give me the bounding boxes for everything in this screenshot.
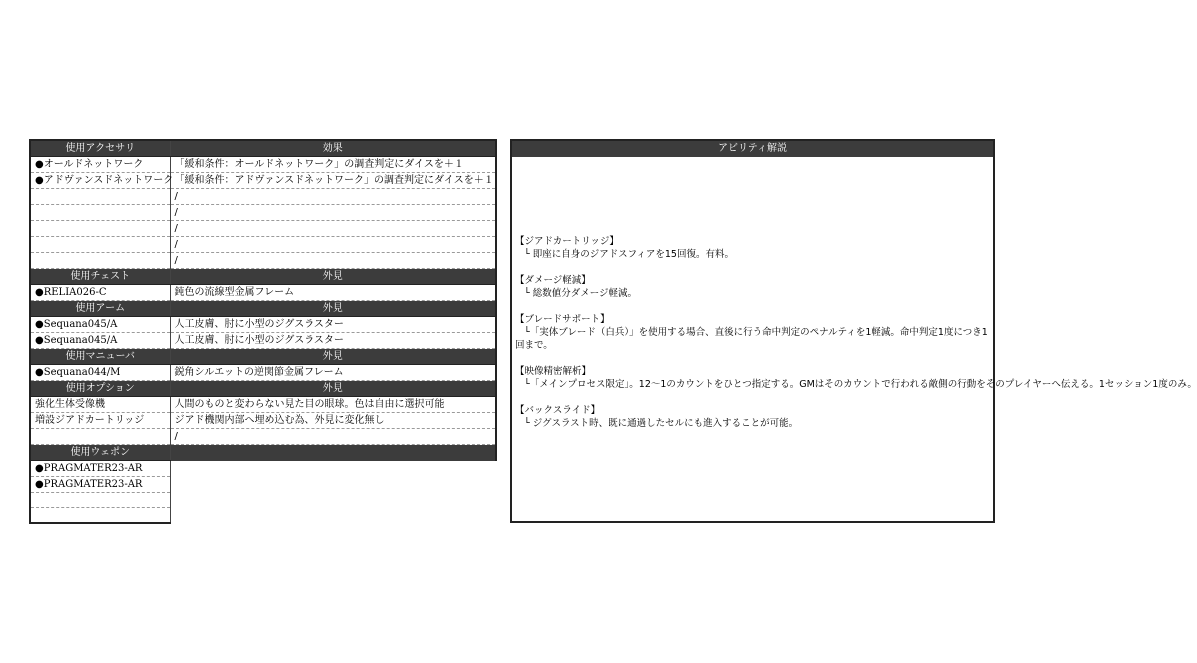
accessory-effect: 「緩和条件：アドヴァンスドネットワーク」の調査判定にダイスを＋１ — [170, 173, 496, 189]
ability-title: 【バックスライド】 — [515, 405, 601, 416]
accessory-effect: 「緩和条件：オールドネットワーク」の調査判定にダイスを＋１ — [170, 157, 496, 173]
accessory-effect: / — [170, 205, 496, 221]
option-appearance: 人間のものと変わらない見た目の眼球。色は自由に選択可能 — [170, 397, 496, 413]
accessory-name — [30, 253, 170, 269]
arm-header-row — [30, 301, 496, 317]
ability-title: 【ブレードサポート】 — [515, 314, 610, 325]
maneuver-name: ●Sequana044/M — [30, 365, 170, 381]
maneuver-header-label: 使用マニューバ — [30, 349, 170, 365]
table-row — [30, 429, 496, 445]
ability-item — [515, 404, 993, 430]
ability-title: 【ダメージ軽減】 — [515, 275, 591, 286]
equipment-table — [29, 139, 497, 524]
ability-description: └ 即座に自身のジアドスフィアを15回復。有料。 — [524, 249, 734, 260]
option-name: 強化生体受像機 — [30, 397, 170, 413]
accessory-name: ●アドヴァンスドネットワーク — [30, 173, 170, 189]
table-row — [30, 189, 496, 205]
chest-header-label: 使用チェスト — [30, 269, 170, 285]
option-appearance: ジアド機関内部へ埋め込む為、外見に変化無し — [170, 413, 496, 429]
accessory-name — [30, 189, 170, 205]
arm-appearance: 人工皮膚、肘に小型のジグスラスター — [170, 333, 496, 349]
table-row — [30, 285, 496, 301]
accessory-effect: / — [170, 189, 496, 205]
arm-name: ●Sequana045/A — [30, 333, 170, 349]
maneuver-header-row — [30, 349, 496, 365]
weapon-header-label: 使用ウェポン — [30, 445, 170, 461]
table-row — [30, 253, 496, 269]
ability-title: 【ジアドカートリッジ】 — [515, 236, 619, 247]
accessory-effect: / — [170, 221, 496, 237]
ability-description: └ 総数値分ダメージ軽減。 — [524, 288, 638, 299]
accessory-effect: / — [170, 237, 496, 253]
chest-name: ●RELIA026-C — [30, 285, 170, 301]
ability-item — [515, 365, 1197, 391]
table-row — [30, 317, 496, 333]
chest-header-row — [30, 269, 496, 285]
appearance-header-label: 外見 — [170, 301, 496, 317]
option-name: 増設ジアドカートリッジ — [30, 413, 170, 429]
weapon-name — [30, 493, 170, 508]
accessory-header-row — [30, 140, 496, 157]
table-row — [30, 205, 496, 221]
arm-header-label: 使用アーム — [30, 301, 170, 317]
ability-description: └「実体ブレード（白兵）」を使用する場合、直後に行う命中判定のペナルティを1軽減。命中判定1度につき1回まで。 — [515, 327, 988, 351]
arm-name: ●Sequana045/A — [30, 317, 170, 333]
appearance-header-label: 外見 — [170, 349, 496, 365]
table-row — [30, 221, 496, 237]
accessory-name — [30, 237, 170, 253]
arm-appearance: 人工皮膚、肘に小型のジグスラスター — [170, 317, 496, 333]
ability-description: └ ジグスラスト時、既に通過したセルにも進入することが可能。 — [524, 418, 799, 429]
ability-header: アビリティ解説 — [512, 141, 993, 157]
table-row — [30, 477, 496, 493]
ability-title: 【映像精密解析】 — [515, 366, 592, 377]
maneuver-appearance: 鋭角シルエットの逆関節金属フレーム — [170, 365, 496, 381]
option-header-label: 使用オプション — [30, 381, 170, 397]
table-row — [30, 237, 496, 253]
option-name — [30, 429, 170, 445]
accessory-name — [30, 205, 170, 221]
weapon-name — [30, 508, 170, 523]
table-row — [30, 461, 496, 477]
chest-appearance: 鈍色の流線型金属フレーム — [170, 285, 496, 301]
appearance-header-label: 外見 — [170, 381, 496, 397]
effect-header-label: 効果 — [170, 140, 496, 157]
table-row — [30, 333, 496, 349]
table-row — [30, 173, 496, 189]
ability-list — [515, 235, 1197, 443]
table-row — [30, 413, 496, 429]
ability-item — [515, 235, 993, 261]
accessory-effect: / — [170, 253, 496, 269]
ability-description: └「メインプロセス限定」。12～1のカウントをひとつ指定する。GMはそのカウントで行われる敵側の行動をそのプレイヤーへ伝える。1セッション1度のみ。 — [524, 379, 1197, 390]
option-header-row — [30, 381, 496, 397]
table-row — [30, 397, 496, 413]
weapon-header-row — [30, 445, 496, 461]
weapon-name: ●PRAGMATER23-AR — [30, 477, 170, 493]
accessory-name — [30, 221, 170, 237]
appearance-header-label: 外見 — [170, 269, 496, 285]
option-appearance: / — [170, 429, 496, 445]
table-row — [30, 493, 496, 508]
ability-item — [515, 274, 993, 300]
ability-item — [515, 313, 993, 352]
accessory-name: ●オールドネットワーク — [30, 157, 170, 173]
table-row — [30, 157, 496, 173]
table-row — [30, 365, 496, 381]
ability-panel — [510, 139, 1197, 523]
table-row — [30, 508, 496, 523]
weapon-name: ●PRAGMATER23-AR — [30, 461, 170, 477]
accessory-header-label: 使用アクセサリ — [30, 140, 170, 157]
